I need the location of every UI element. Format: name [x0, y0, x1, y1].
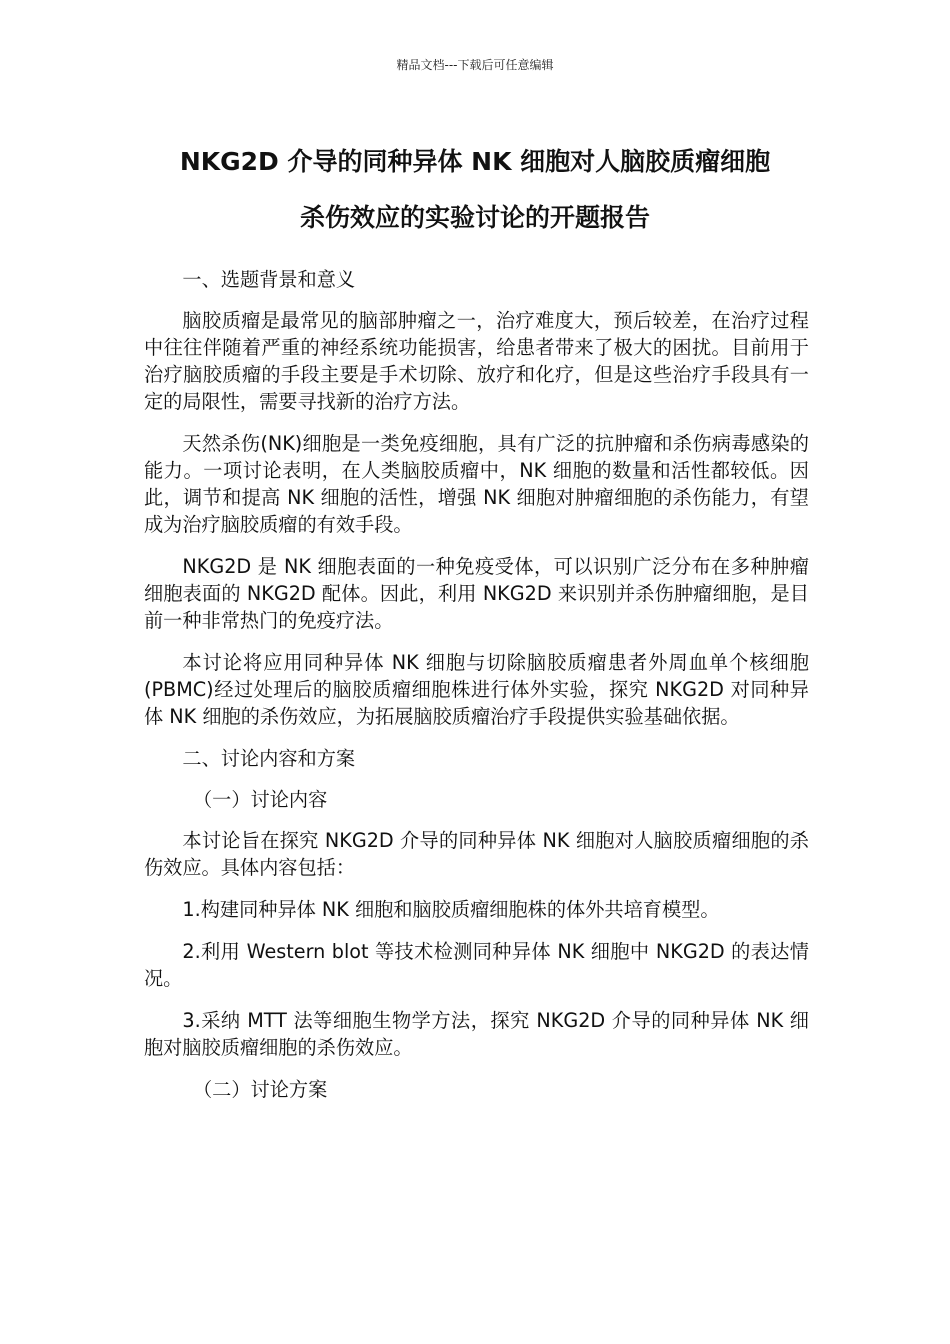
list-item-3: 3.采纳 MTT 法等细胞生物学方法，探究 NKG2D 介导的同种异体 NK 细胞对脑胶质瘤细胞的杀伤效应。	[144, 1009, 809, 1059]
section-heading-background: 一、选题背景和意义	[182, 268, 356, 291]
paragraph-nkg2d-receptor: NKG2D 是 NK 细胞表面的一种免疫受体，可以识别广泛分布在多种肿瘤细胞表面的 NKG2D 配体。因此，利用 NKG2D 来识别并杀伤肿瘤细胞，是目前一种非常热门的免疫疗法。	[144, 555, 809, 632]
list-item-2: 2.利用 Western blot 等技术检测同种异体 NK 细胞中 NKG2D 的表达情况。	[144, 940, 809, 990]
title-line-2: 杀伤效应的实验讨论的开题报告	[299, 203, 650, 232]
paragraph-study-aim: 本讨论将应用同种异体 NK 细胞与切除脑胶质瘤患者外周血单个核细胞(PBMC)经过处理后的脑胶质瘤细胞株进行体外实验，探究 NKG2D 对同种异体 NK 细胞的杀伤效应，为拓展脑胶质瘤治疗手段提供实验基础依据。	[144, 651, 809, 728]
list-item-1: 1.构建同种异体 NK 细胞和脑胶质瘤细胞株的体外共培育模型。	[182, 898, 720, 921]
paragraph-content-intro: 本讨论旨在探究 NKG2D 介导的同种异体 NK 细胞对人脑胶质瘤细胞的杀伤效应。具体内容包括：	[144, 829, 809, 879]
document-body	[144, 266, 809, 1117]
subheading-plan: （二）讨论方案	[192, 1078, 328, 1101]
document-title	[100, 134, 850, 246]
header-note: 精品文档---下载后可任意编辑	[396, 58, 554, 72]
paragraph-glioma-intro: 脑胶质瘤是最常见的脑部肿瘤之一，治疗难度大，预后较差，在治疗过程中往往伴随着严重的神经系统功能损害，给患者带来了极大的困扰。目前用于治疗脑胶质瘤的手段主要是手术切除、放疗和化疗，但是这些治疗手段具有一定的局限性，需要寻找新的治疗方法。	[144, 309, 809, 413]
subheading-content: （一）讨论内容	[192, 788, 328, 811]
section-heading-content-plan: 二、讨论内容和方案	[182, 747, 356, 770]
title-line-1: NKG2D 介导的同种异体 NK 细胞对人脑胶质瘤细胞	[179, 147, 771, 176]
paragraph-nk-cells: 天然杀伤(NK)细胞是一类免疫细胞，具有广泛的抗肿瘤和杀伤病毒感染的能力。一项讨论表明，在人类脑胶质瘤中，NK 细胞的数量和活性都较低。因此，调节和提高 NK 细胞的活性，增强 NK 细胞对肿瘤细胞的杀伤能力，有望成为治疗脑胶质瘤的有效手段。	[144, 432, 809, 536]
